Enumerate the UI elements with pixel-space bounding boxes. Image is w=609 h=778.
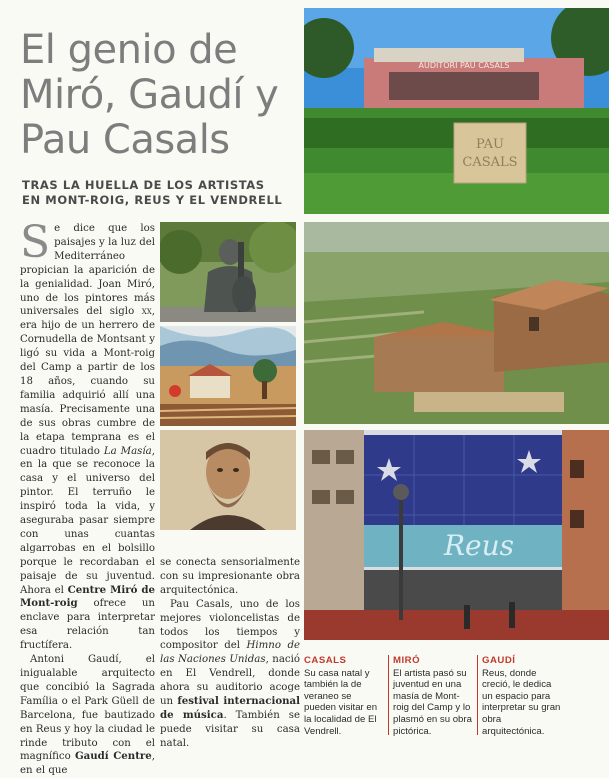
caption-casals-heading: CASALS <box>304 655 347 666</box>
caption-divider-1 <box>388 655 389 735</box>
p1-text-b: , era hijo de un herrero de Cornudella de Montsant y ligó su vida a Mont-roig del Camp a partir de los 18 años, cuando su familia adquirió allí una masía. Precisamente una de sus obras cumbre de la etapa temprana es el cuadro titulado <box>20 306 155 457</box>
text-column-2 <box>160 556 300 751</box>
caption-gaudi-heading: GAUDÍ <box>482 655 516 666</box>
caption-gaudi <box>482 655 564 737</box>
p1-centre-miro: Centre Miró de Mont-roig <box>20 583 156 610</box>
sign-text-pau: PAU <box>476 137 504 152</box>
article-title: El genio de Miró, Gaudí y Pau Casals <box>20 27 279 163</box>
caption-casals <box>304 655 386 737</box>
p2-text-b: , en el que <box>20 751 155 777</box>
paragraph-1 <box>20 217 156 653</box>
subtitle-line-2: EN MONT-ROIG, REUS Y EL VENDRELL <box>22 193 283 207</box>
p1-work-title: La Masía <box>103 445 152 457</box>
paragraph-2 <box>20 653 155 778</box>
photo-casals-statue <box>160 222 296 322</box>
sign-text-casals: CASALS <box>462 155 518 170</box>
caption-divider-2 <box>477 655 478 735</box>
reus-sign-text: Reus <box>443 529 515 562</box>
p1-text-d: ofrece un enclave para interpretar esa relación tan fructífera. <box>20 598 155 652</box>
photo-gaudi-portrait <box>160 430 296 530</box>
p4-hymn: Himno de las Naciones Unidas <box>160 640 300 666</box>
p4-text-a: Pau Casals, uno de los mejores violoncelistas de todos los tiempos y compositor del <box>160 598 300 652</box>
caption-gaudi-text: Reus, donde creció, le dedica un espacio para interpretar su gran obra arquitectónica. <box>482 667 561 737</box>
text-column-1 <box>20 217 156 778</box>
p2-text-a: Antoni Gaudí, el inigualable arquitecto que concibió la Sagrada Família o el Park Güell de Barcelona, fue bautizado en Reus y hoy la ciudad le rinde tributo con el magnífico <box>20 654 155 763</box>
p4-festival: festival internacional de música <box>160 695 300 721</box>
article-subtitle <box>22 178 302 208</box>
caption-miro-heading: MIRÓ <box>393 655 421 666</box>
building-sign-text: AUDITORI PAU CASALS <box>418 61 510 70</box>
p1-century: xx <box>141 306 152 318</box>
caption-miro <box>393 655 475 737</box>
caption-casals-text: Su casa natal y también la de veraneo se pueden visitar en la localidad de El Vendrell. <box>304 667 378 737</box>
drop-cap: S <box>20 217 51 268</box>
photo-auditori-casals <box>304 8 609 214</box>
photo-gaudi-centre <box>304 430 609 640</box>
p4-text-b: , nació en El Vendrell, donde ahora su auditorio acoge un <box>160 654 300 708</box>
p1-text-c: , en la que se reconoce la casa y el universo del pintor. El terruño le inspiró toda la vida, y aseguraba pasar siempre con unas cuantas algarrobas en el bolsillo porque le recordaban el paisaje de su juventud. Ahora el <box>20 445 155 596</box>
p1-text-a: e dice que los paisajes y la luz del Mediterráneo propician la aparición de la genialidad. Joan Miró, uno de los pintores más universales del siglo <box>20 223 155 318</box>
p4-text-c: . También se puede visitar su casa natal. <box>160 709 300 749</box>
paragraph-3: se conecta sensorialmente con su impresionante obra arquitectónica. <box>160 557 300 596</box>
photo-miro-painting <box>160 326 296 426</box>
paragraph-4 <box>160 598 300 751</box>
caption-miro-text: El artista pasó su juventud en una masía de Mont-roig del Camp y lo plasmó en su obra pictórica. <box>393 667 472 737</box>
photo-mas-miro <box>304 222 609 424</box>
subtitle-line-1: TRAS LA HUELLA DE LOS ARTISTAS <box>22 178 265 192</box>
p2-gaudi-centre: Gaudí Centre <box>74 750 152 763</box>
